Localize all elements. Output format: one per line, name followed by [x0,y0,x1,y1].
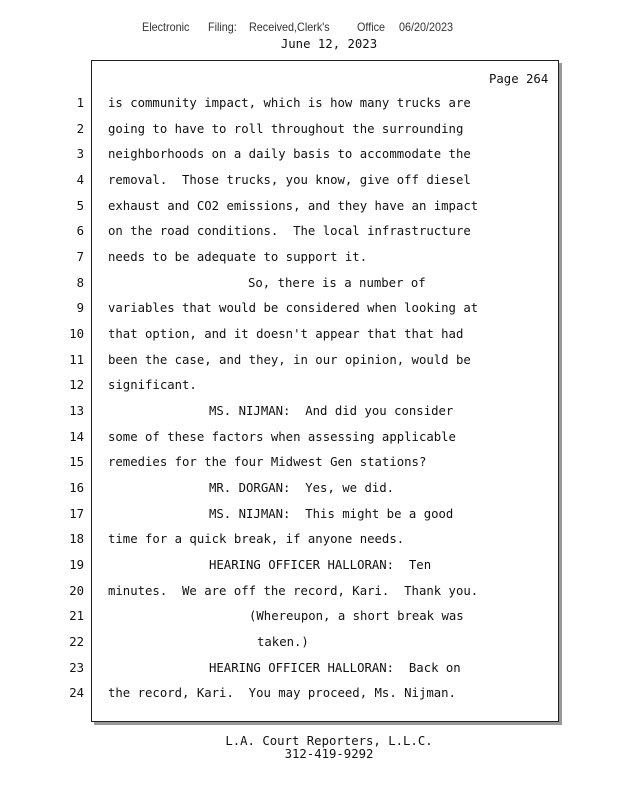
line-number: 23 [69,660,84,675]
stamp-office: Office [357,20,386,34]
line-text: So, there is a number of [248,275,426,290]
line-text: removal. Those trucks, you know, give off diesel [108,173,471,187]
line-number: 10 [69,327,84,342]
stamp-electronic: Electronic [142,20,190,34]
line-text: HEARING OFFICER HALLORAN: Ten [209,558,432,573]
line-text: the record, Kari. You may proceed, Ms. Nijman. [108,686,456,701]
line-number: 7 [76,250,84,265]
stamp-date: 06/20/2023 [399,20,454,34]
line-text: that option, and it doesn't appear that that had [108,327,464,342]
line-text: MS. NIJMAN: And did you consider [209,404,454,419]
footer-phone: 312-419-9292 [284,747,374,761]
stamp-filing: Filing: [208,20,237,34]
page-number: Page 264 [489,72,549,86]
line-number: 1 [76,96,84,110]
line-number: 19 [69,558,84,573]
line-text: minutes. We are off the record, Kari. Thank you. [108,583,479,598]
line-number: 15 [69,455,84,470]
transcript-date: June 12, 2023 [280,37,378,51]
line-number: 24 [69,686,84,701]
line-text: variables that would be considered when looking at [108,301,479,316]
line-text: MS. NIJMAN: This might be a good [209,506,454,521]
stamp-received: Received,Clerk's [249,20,330,34]
line-text: neighborhoods on a daily basis to accommodate the [108,147,471,162]
line-number: 5 [76,198,84,213]
line-number: 13 [69,404,84,419]
line-number: 2 [76,121,84,136]
line-text: MR. DORGAN: Yes, we did. [209,481,395,496]
line-text: needs to be adequate to support it. [108,250,368,265]
line-number: 4 [76,173,84,187]
line-number: 9 [76,301,84,316]
line-number: 8 [76,275,84,290]
line-number: 17 [69,506,84,521]
line-text: (Whereupon, a short break was [249,609,464,624]
line-number: 14 [69,429,84,444]
line-text: been the case, and they, in our opinion, would be [108,352,471,367]
line-text: is community impact, which is how many trucks are [108,96,471,110]
line-text: some of these factors when assessing applicable [108,429,456,444]
line-number: 6 [76,224,84,239]
line-text: significant. [108,378,197,393]
line-text: going to have to roll throughout the surrounding [108,121,464,136]
line-number: 22 [69,635,84,650]
line-number: 18 [69,532,84,547]
line-number: 3 [76,147,84,162]
line-number: 21 [69,609,84,624]
line-number: 16 [69,481,84,496]
line-text: on the road conditions. The local infrastructure [108,224,471,239]
line-number: 11 [69,352,84,367]
line-text: exhaust and CO2 emissions, and they have an impact [108,198,479,213]
line-text: taken.) [257,635,309,650]
line-number: 20 [69,583,84,598]
line-text: HEARING OFFICER HALLORAN: Back on [209,660,461,675]
line-number: 12 [69,378,84,393]
line-text: remedies for the four Midwest Gen stations? [108,455,427,470]
line-text: time for a quick break, if anyone needs. [108,532,405,547]
footer-company: L.A. Court Reporters, L.L.C. [225,734,433,748]
